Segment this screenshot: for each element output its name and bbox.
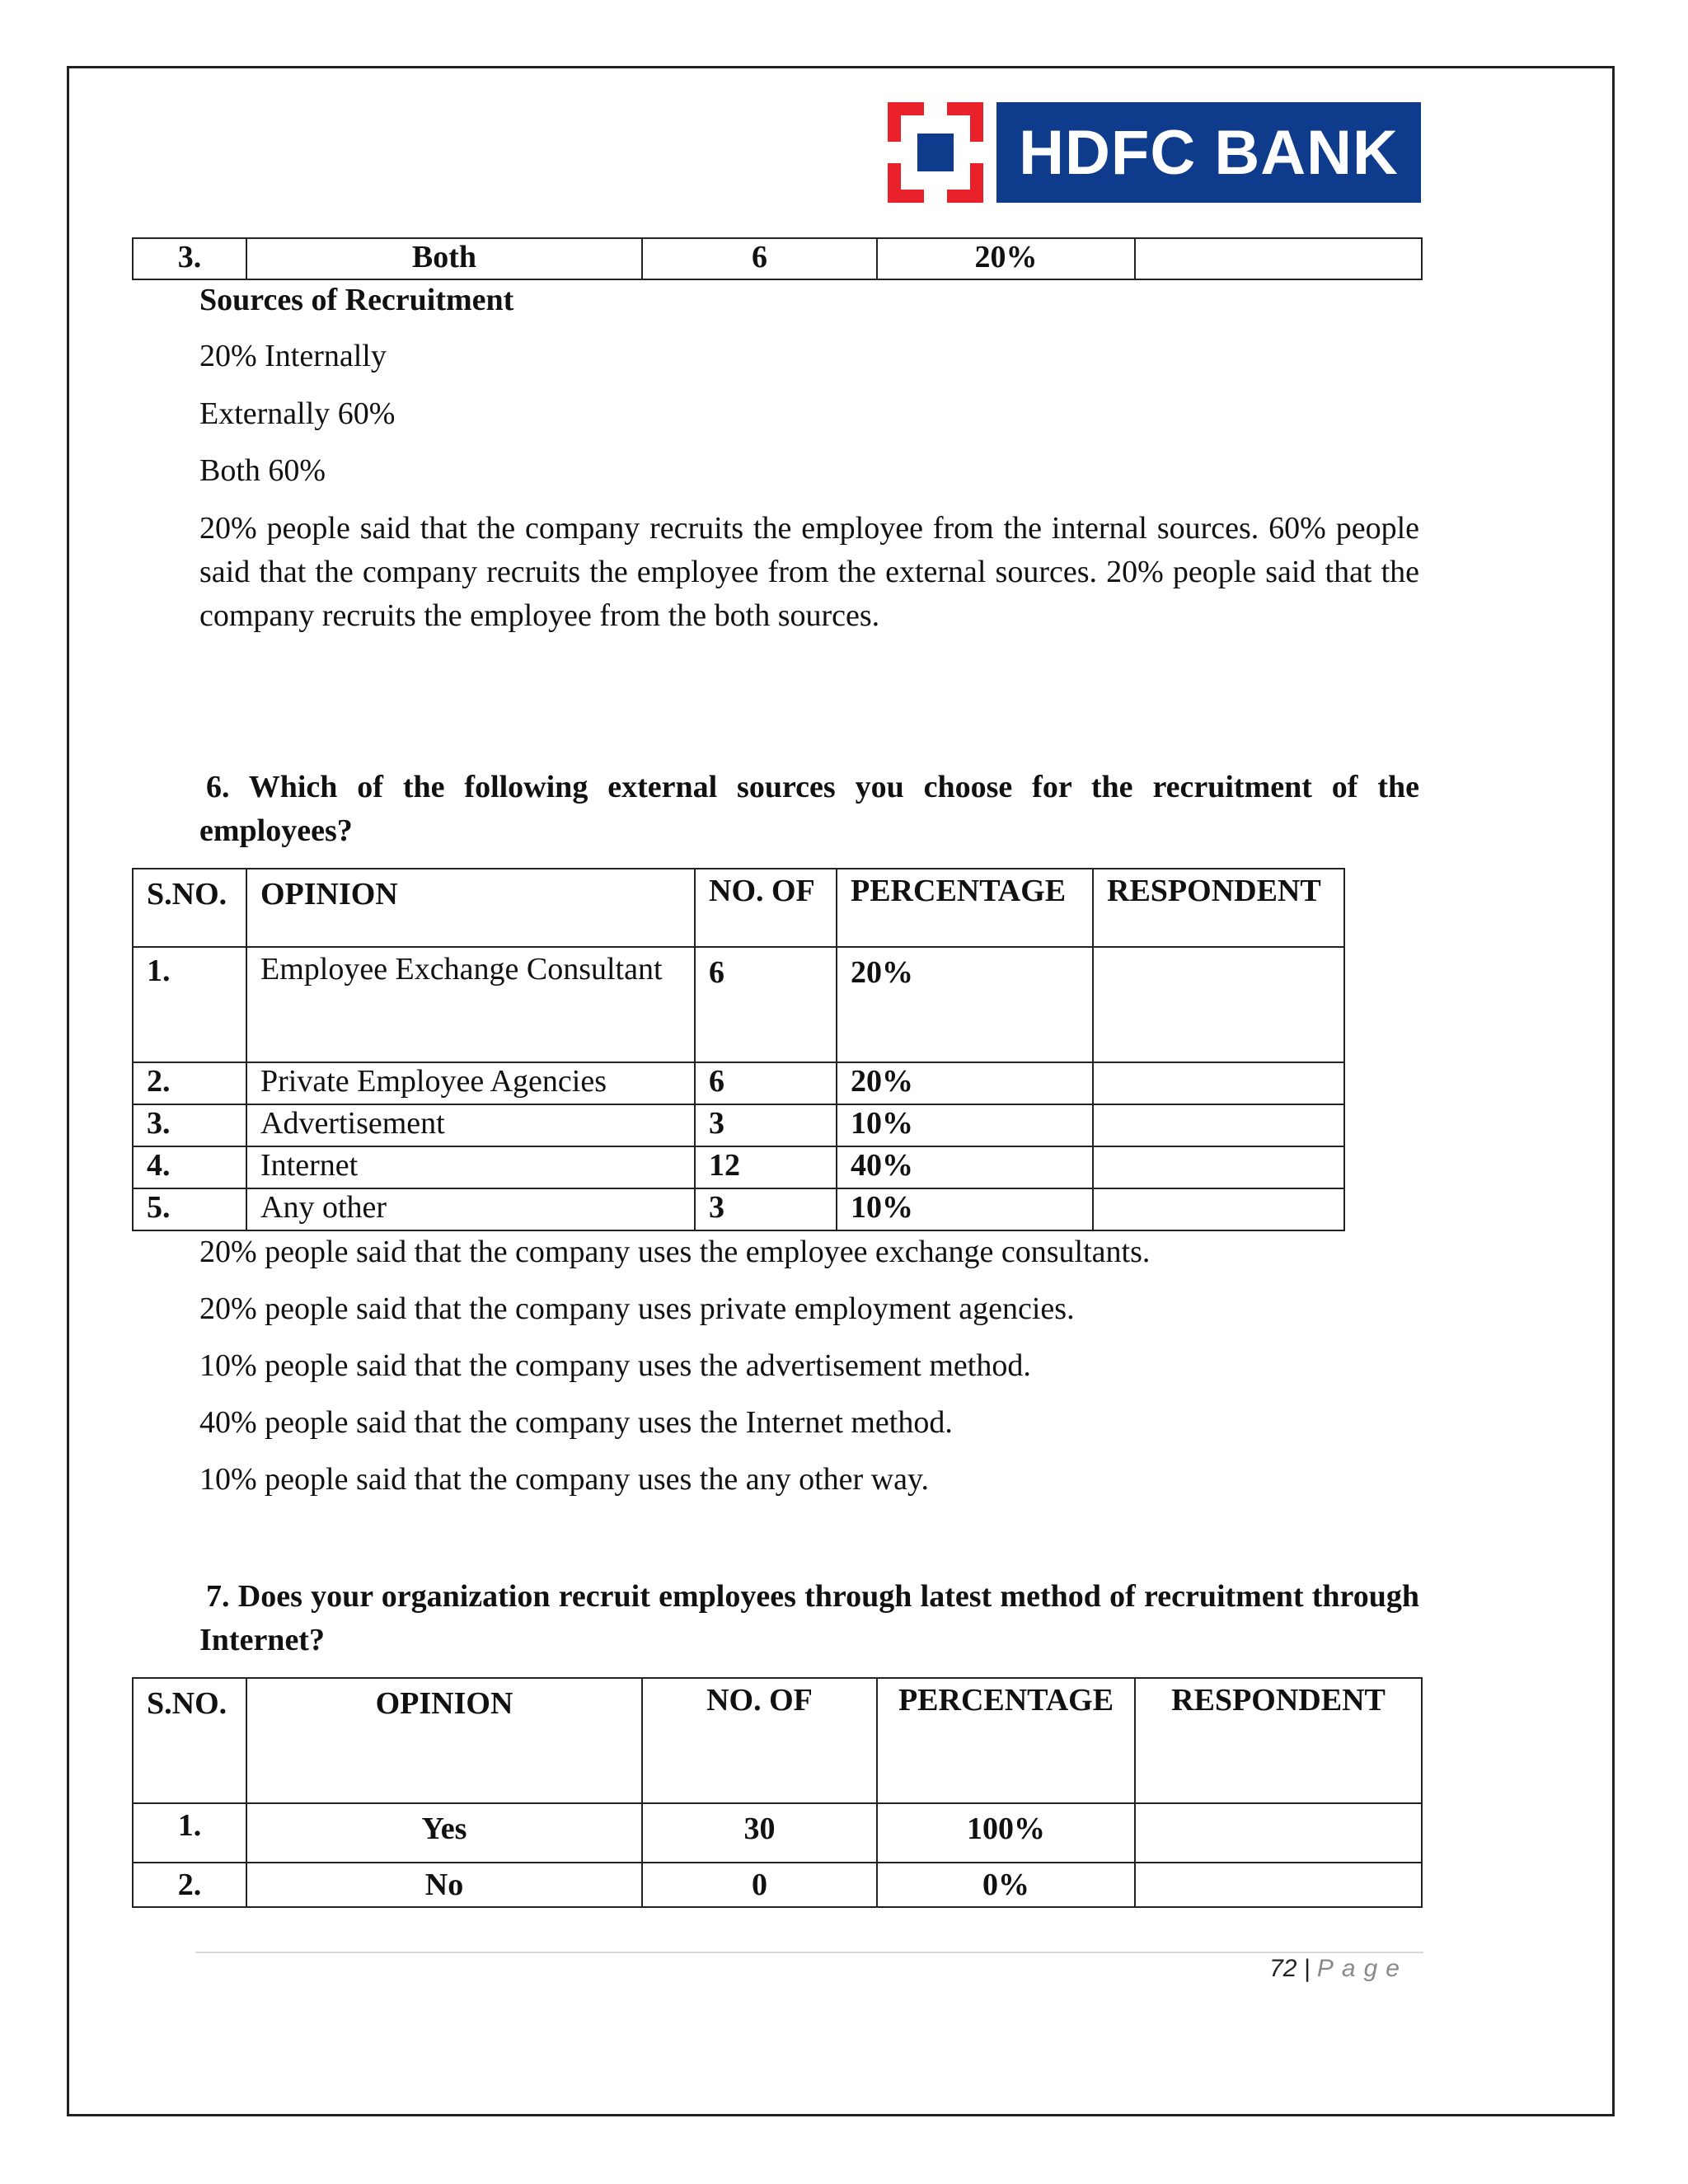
table-continuation (132, 237, 1423, 280)
logo-wordmark-box (996, 102, 1421, 203)
cell-opinion: Private Employee Agencies (246, 1062, 695, 1104)
cell-count: 12 (695, 1146, 837, 1188)
header-opinion: OPINION (246, 1678, 642, 1803)
q6-line-5: 10% people said that the company uses the any other way. (199, 1462, 930, 1497)
table-internet-recruitment (132, 1677, 1423, 1908)
cell-respondent (1135, 238, 1422, 279)
cell-respondent (1093, 1104, 1344, 1146)
table-row (133, 1104, 1344, 1146)
page-footer (1269, 1955, 1408, 1983)
sources-line-internal: 20% Internally (199, 339, 387, 373)
cell-respondent (1135, 1803, 1422, 1863)
cell-count: 3 (695, 1188, 837, 1230)
footer-divider (195, 1952, 1423, 1953)
cell-respondent (1135, 1863, 1422, 1907)
sources-heading: Sources of Recruitment (199, 283, 514, 317)
cell-opinion: No (246, 1863, 642, 1907)
cell-respondent (1093, 1062, 1344, 1104)
cell-percentage: 40% (837, 1146, 1093, 1188)
table-row (133, 1803, 1422, 1863)
q6-line-3: 10% people said that the company uses the advertisement method. (199, 1348, 1031, 1383)
page-number: 72 (1269, 1955, 1297, 1982)
sources-paragraph: 20% people said that the company recruits the employee from the internal sources. 60% people said that the company recruits the employee from the external sources. 20% people said that the company recruits the employee from the both sources. (199, 511, 1419, 633)
question-6: 6. Which of the following external sources you choose for the recruitment of the employees? (199, 770, 1419, 848)
cell-percentage: 20% (877, 238, 1135, 279)
table-row (133, 1188, 1344, 1230)
table-row (133, 238, 1422, 279)
cell-respondent (1093, 1146, 1344, 1188)
cell-count: 6 (642, 238, 877, 279)
cell-count: 6 (695, 1062, 837, 1104)
cell-sno: 2. (133, 1062, 246, 1104)
cell-opinion: Any other (246, 1188, 695, 1230)
header-percentage: PERCENTAGE (877, 1678, 1135, 1803)
table-header-row (133, 1678, 1422, 1803)
cell-sno: 4. (133, 1146, 246, 1188)
cell-opinion: Yes (246, 1803, 642, 1863)
cell-opinion: Both (246, 238, 642, 279)
table-row (133, 1146, 1344, 1188)
cell-percentage: 100% (877, 1803, 1135, 1863)
cell-count: 0 (642, 1863, 877, 1907)
header-count: NO. OF (695, 869, 837, 947)
cell-respondent (1093, 1188, 1344, 1230)
cell-count: 6 (695, 947, 837, 1062)
cell-opinion: Internet (246, 1146, 695, 1188)
q6-line-4: 40% people said that the company uses the Internet method. (199, 1405, 953, 1440)
q6-line-1: 20% people said that the company uses the employee exchange consultants. (199, 1235, 1151, 1269)
table-row (133, 1062, 1344, 1104)
header-sno: S.NO. (133, 1678, 246, 1803)
header-respondent: RESPONDENT (1135, 1678, 1422, 1803)
cell-sno: 1. (133, 1803, 246, 1863)
q6-line-2: 20% people said that the company uses private employment agencies. (199, 1291, 1075, 1326)
hdfc-bank-logo (888, 102, 1421, 203)
cell-percentage: 20% (837, 1062, 1093, 1104)
question-7: 7. Does your organization recruit employees through latest method of recruitment through Internet? (199, 1579, 1419, 1657)
cell-count: 30 (642, 1803, 877, 1863)
cell-sno: 1. (133, 947, 246, 1062)
header-sno: S.NO. (133, 869, 246, 947)
cell-respondent (1093, 947, 1344, 1062)
cell-opinion: Advertisement (246, 1104, 695, 1146)
header-opinion: OPINION (246, 869, 695, 947)
table-external-sources (132, 868, 1345, 1231)
page-label: Page (1316, 1955, 1408, 1982)
table-row (133, 1863, 1422, 1907)
cell-percentage: 10% (837, 1188, 1093, 1230)
header-count: NO. OF (642, 1678, 877, 1803)
logo-text: HDFC BANK (1019, 117, 1399, 188)
table-header-row (133, 869, 1344, 947)
cell-sno: 3. (133, 238, 246, 279)
cell-sno: 2. (133, 1863, 246, 1907)
cell-opinion: Employee Exchange Consultant (246, 947, 695, 1062)
sources-line-external: Externally 60% (199, 396, 396, 431)
cell-percentage: 20% (837, 947, 1093, 1062)
cell-count: 3 (695, 1104, 837, 1146)
cell-sno: 3. (133, 1104, 246, 1146)
footer-separator: | (1296, 1955, 1317, 1982)
header-percentage: PERCENTAGE (837, 869, 1093, 947)
header-respondent: RESPONDENT (1093, 869, 1344, 947)
hdfc-logo-mark-icon (888, 102, 983, 203)
cell-percentage: 10% (837, 1104, 1093, 1146)
table-row (133, 947, 1344, 1062)
sources-line-both: Both 60% (199, 453, 326, 488)
cell-percentage: 0% (877, 1863, 1135, 1907)
cell-sno: 5. (133, 1188, 246, 1230)
